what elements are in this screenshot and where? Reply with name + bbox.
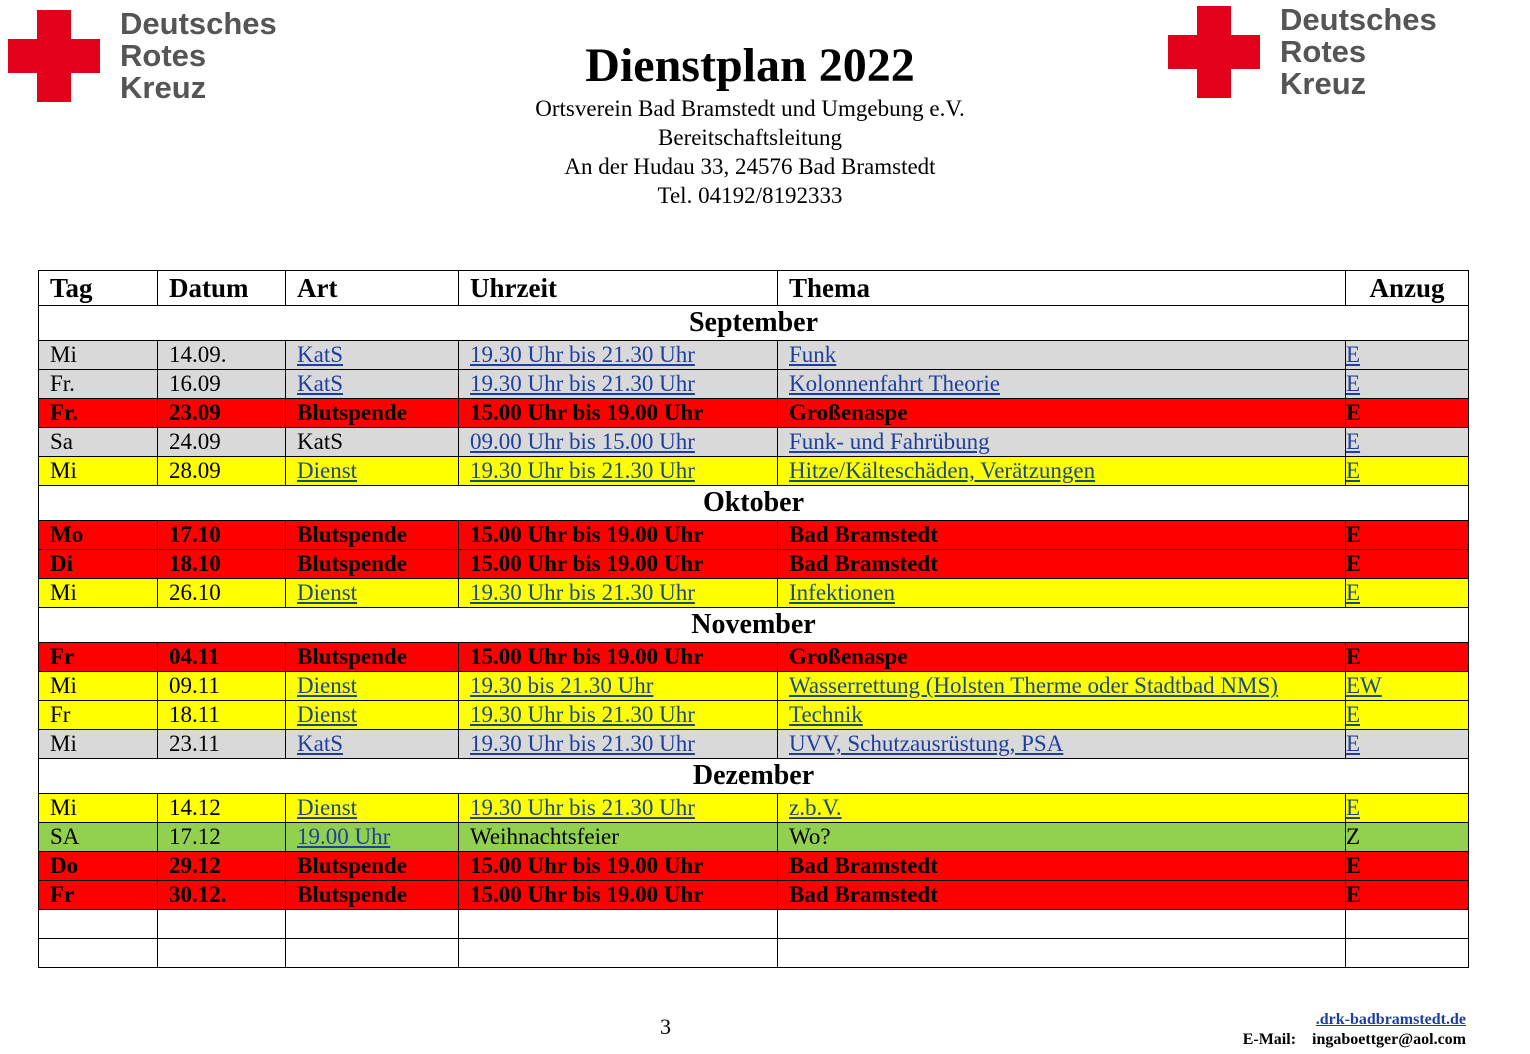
uhrzeit-link[interactable]: 19.30 Uhr bis 21.30 Uhr: [470, 342, 695, 367]
logo-text: Deutsches Rotes Kreuz: [120, 6, 277, 105]
column-header-art: Art: [286, 271, 459, 306]
thema-link[interactable]: Kolonnenfahrt Theorie: [789, 371, 1000, 396]
column-header-thema: Thema: [778, 271, 1346, 306]
table-row: Mi 09.11 Dienst 19.30 bis 21.30 Uhr Wasserrettung (Holsten Therme oder Stadtbad NMS) EW: [39, 672, 1469, 701]
anzug-link[interactable]: E: [1346, 795, 1361, 820]
org-name: Ortsverein Bad Bramstedt und Umgebung e.V.: [535, 96, 965, 121]
uhrzeit-link[interactable]: 19.30 Uhr bis 21.30 Uhr: [470, 371, 695, 396]
column-header-uhrzeit: Uhrzeit: [459, 271, 778, 306]
thema-link[interactable]: UVV, Schutzausrüstung, PSA: [789, 731, 1064, 756]
anzug-link[interactable]: E: [1346, 731, 1361, 756]
anzug-link[interactable]: E: [1346, 580, 1361, 605]
column-header-tag: Tag: [39, 271, 158, 306]
art-link[interactable]: Dienst: [297, 580, 358, 605]
table-row: Fr 30.12. Blutspende 15.00 Uhr bis 19.00 Uhr Bad Bramstedt E: [39, 881, 1469, 910]
art-link[interactable]: Dienst: [297, 673, 358, 698]
anzug-link[interactable]: E: [1346, 702, 1361, 727]
art-link[interactable]: KatS: [297, 342, 343, 367]
table-row: Sa 24.09 KatS 09.00 Uhr bis 15.00 Uhr Funk- und Fahrübung E: [39, 428, 1469, 457]
anzug-link[interactable]: E: [1346, 429, 1361, 454]
org-address: An der Hudau 33, 24576 Bad Bramstedt: [564, 154, 936, 179]
anzug-link[interactable]: E: [1346, 371, 1361, 396]
uhrzeit-link[interactable]: 19.30 bis 21.30 Uhr: [470, 673, 654, 698]
table-row: Fr. 23.09 Blutspende 15.00 Uhr bis 19.00 Uhr Großenaspe E: [39, 399, 1469, 428]
website-link[interactable]: .drk-badbramstedt.de: [1315, 1011, 1466, 1028]
duty-schedule-table: [38, 270, 1469, 968]
table-row: Mi 26.10 Dienst 19.30 Uhr bis 21.30 Uhr Infektionen E: [39, 579, 1469, 608]
page-title: Dienstplan 2022: [585, 39, 915, 92]
document-header: [0, 38, 1500, 210]
month-row-september: September: [39, 306, 1469, 341]
art-link[interactable]: Dienst: [297, 702, 358, 727]
art-link[interactable]: 19.00 Uhr: [297, 824, 391, 849]
empty-row: [39, 939, 1469, 968]
table-header-row: [39, 271, 1469, 306]
logo-text: Deutsches Rotes Kreuz: [1280, 2, 1437, 101]
art-link[interactable]: KatS: [297, 731, 343, 756]
org-department: Bereitschaftsleitung: [658, 125, 842, 150]
thema-link[interactable]: Infektionen: [789, 580, 896, 605]
month-row-oktober: Oktober: [39, 486, 1469, 521]
table-row: Fr 04.11 Blutspende 15.00 Uhr bis 19.00 Uhr Großenaspe E: [39, 643, 1469, 672]
month-row-dezember: Dezember: [39, 759, 1469, 794]
email-address[interactable]: ingaboettger@aol.com: [1312, 1031, 1466, 1048]
uhrzeit-link[interactable]: 19.30 Uhr bis 21.30 Uhr: [470, 580, 695, 605]
uhrzeit-link[interactable]: 19.30 Uhr bis 21.30 Uhr: [470, 458, 695, 483]
uhrzeit-link[interactable]: 19.30 Uhr bis 21.30 Uhr: [470, 731, 695, 756]
thema-link[interactable]: Technik: [789, 702, 863, 727]
footer-contact: [1243, 1010, 1466, 1050]
uhrzeit-link[interactable]: 19.30 Uhr bis 21.30 Uhr: [470, 795, 695, 820]
email-label: E-Mail:: [1242, 1031, 1297, 1048]
art-link[interactable]: Dienst: [297, 795, 358, 820]
table-row: SA 17.12 19.00 Uhr Weihnachtsfeier Wo? Z: [39, 823, 1469, 852]
thema-link[interactable]: Funk: [789, 342, 837, 367]
table-row: Fr. 16.09 KatS 19.30 Uhr bis 21.30 Uhr Kolonnenfahrt Theorie E: [39, 370, 1469, 399]
art-link[interactable]: KatS: [297, 371, 343, 396]
month-row-november: November: [39, 608, 1469, 643]
empty-row: [39, 910, 1469, 939]
table-row: Fr 18.11 Dienst 19.30 Uhr bis 21.30 Uhr Technik E: [39, 701, 1469, 730]
art-link[interactable]: Dienst: [297, 458, 358, 483]
thema-link[interactable]: Funk- und Fahrübung: [789, 429, 990, 454]
column-header-anzug: Anzug: [1346, 271, 1469, 306]
org-phone: Tel. 04192/8192333: [657, 183, 843, 208]
page-number: 3: [660, 1014, 671, 1039]
thema-link[interactable]: Wasserrettung (Holsten Therme oder Stadtbad NMS): [789, 673, 1278, 698]
table-row: Di 18.10 Blutspende 15.00 Uhr bis 19.00 Uhr Bad Bramstedt E: [39, 550, 1469, 579]
uhrzeit-link[interactable]: 19.30 Uhr bis 21.30 Uhr: [470, 702, 695, 727]
table-row: Mi 14.12 Dienst 19.30 Uhr bis 21.30 Uhr z.b.V. E: [39, 794, 1469, 823]
anzug-link[interactable]: EW: [1346, 673, 1382, 698]
table-row: Mi 23.11 KatS 19.30 Uhr bis 21.30 Uhr UVV, Schutzausrüstung, PSA E: [39, 730, 1469, 759]
thema-link[interactable]: Hitze/Kälteschäden, Verätzungen: [789, 458, 1096, 483]
table-row: Mo 17.10 Blutspende 15.00 Uhr bis 19.00 Uhr Bad Bramstedt E: [39, 521, 1469, 550]
column-header-datum: Datum: [158, 271, 286, 306]
table-row: Do 29.12 Blutspende 15.00 Uhr bis 19.00 Uhr Bad Bramstedt E: [39, 852, 1469, 881]
table-row: Mi 14.09. KatS 19.30 Uhr bis 21.30 Uhr Funk E: [39, 341, 1469, 370]
anzug-link[interactable]: E: [1346, 458, 1361, 483]
thema-link[interactable]: z.b.V.: [789, 795, 842, 820]
anzug-link[interactable]: E: [1346, 342, 1361, 367]
table-row: Mi 28.09 Dienst 19.30 Uhr bis 21.30 Uhr Hitze/Kälteschäden, Verätzungen E: [39, 457, 1469, 486]
uhrzeit-link[interactable]: 09.00 Uhr bis 15.00 Uhr: [470, 429, 695, 454]
